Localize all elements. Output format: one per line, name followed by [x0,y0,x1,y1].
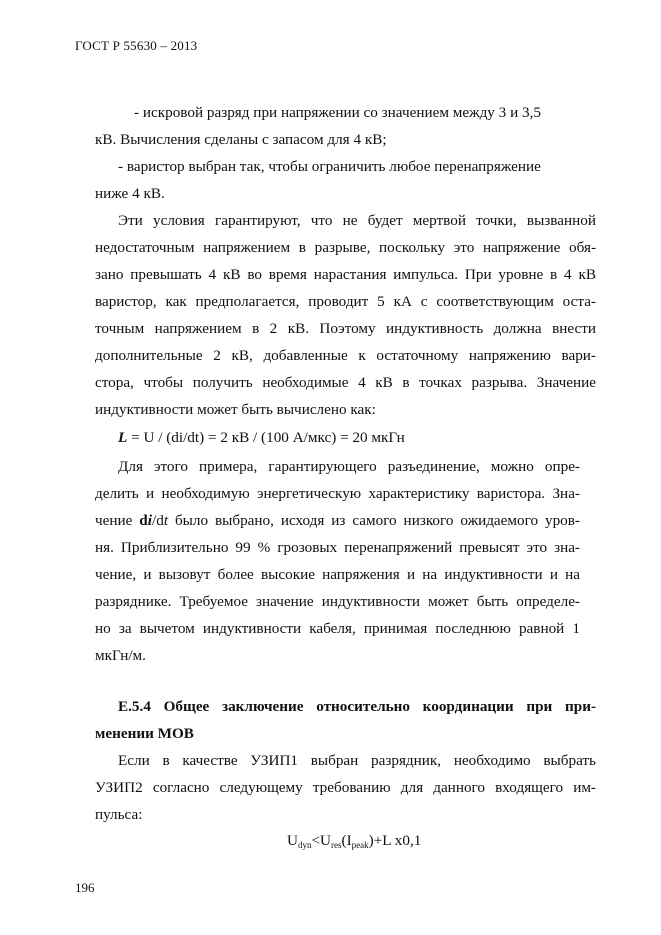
body-text-line: делить и необходимую энергетическую характеристику варистора. Зна- [95,485,580,502]
section-heading: менении МОВ [95,725,194,742]
body-text-line: - варистор выбран так, чтобы ограничить любое перенапряжение [118,158,541,175]
body-text-line: Эти условия гарантируют, что не будет мертвой точки, вызванной [118,212,596,229]
body-text-line: - искровой разряд при напряжении со значением между 3 и 3,5 [134,104,541,121]
body-text-line: Для этого примера, гарантирующего разъединение, можно опре- [118,458,580,475]
body-text-line: ня. Приблизительно 99 % грозовых перенапряжений превысят это зна- [95,539,580,556]
body-text-line-didt: чение di/dt было выбрано, исходя из самого низкого ожидаемого уров- [95,512,580,529]
body-text-line: но за вычетом индуктивности кабеля, принимая последнюю равной 1 [95,620,580,637]
body-text-line: ниже 4 кВ. [95,185,165,202]
formula-expression: = U / (di/dt) = 2 кВ / (100 А/мкс) = 20 мкГн [127,429,405,446]
body-text-line: УЗИП2 согласно следующему требованию для данного входящего им- [95,779,596,796]
body-text-line: точным напряжением в 2 кВ. Поэтому индуктивность должна внести [95,320,596,337]
body-text-line: стора, чтобы получить необходимые 4 кВ в точках разрыва. Значение [95,374,596,391]
formula-symbol: L [118,429,128,446]
body-text-line: кВ. Вычисления сделаны с запасом для 4 кВ; [95,131,387,148]
page-number: 196 [75,880,95,895]
body-text-line: варистор, как предполагается, проводит 5 кА с соответствующим оста- [95,293,596,310]
body-text-line: индуктивности может быть вычислено как: [95,401,376,418]
body-text-line: дополнительные 2 кВ, добавленные к остаточному напряжению вари- [95,347,596,364]
body-text-line: пульса: [95,806,143,823]
inductance-formula [118,429,405,447]
body-text-line: Если в качестве УЗИП1 выбран разрядник, необходимо выбрать [118,752,596,769]
body-text-line: чение, и вызовут более высокие напряжения и на индуктивности и на [95,566,580,583]
body-text-line: недостаточным напряжением в разрыве, поскольку это напряжение обя- [95,239,596,256]
section-heading: Е.5.4 Общее заключение относительно координации при при- [118,698,596,715]
body-text-line: зано превышать 4 кВ во время нарастания импульса. При уровне в 4 кВ [95,266,596,283]
body-text-line: разряднике. Требуемое значение индуктивности может быть определе- [95,593,580,610]
coordination-formula: $U_{dyn}<U_{res}(I_{peak})+L$ x0,1 [287,832,422,850]
document-header: ГОСТ Р 55630 – 2013 [75,38,198,53]
body-text-line: мкГн/м. [95,647,146,664]
